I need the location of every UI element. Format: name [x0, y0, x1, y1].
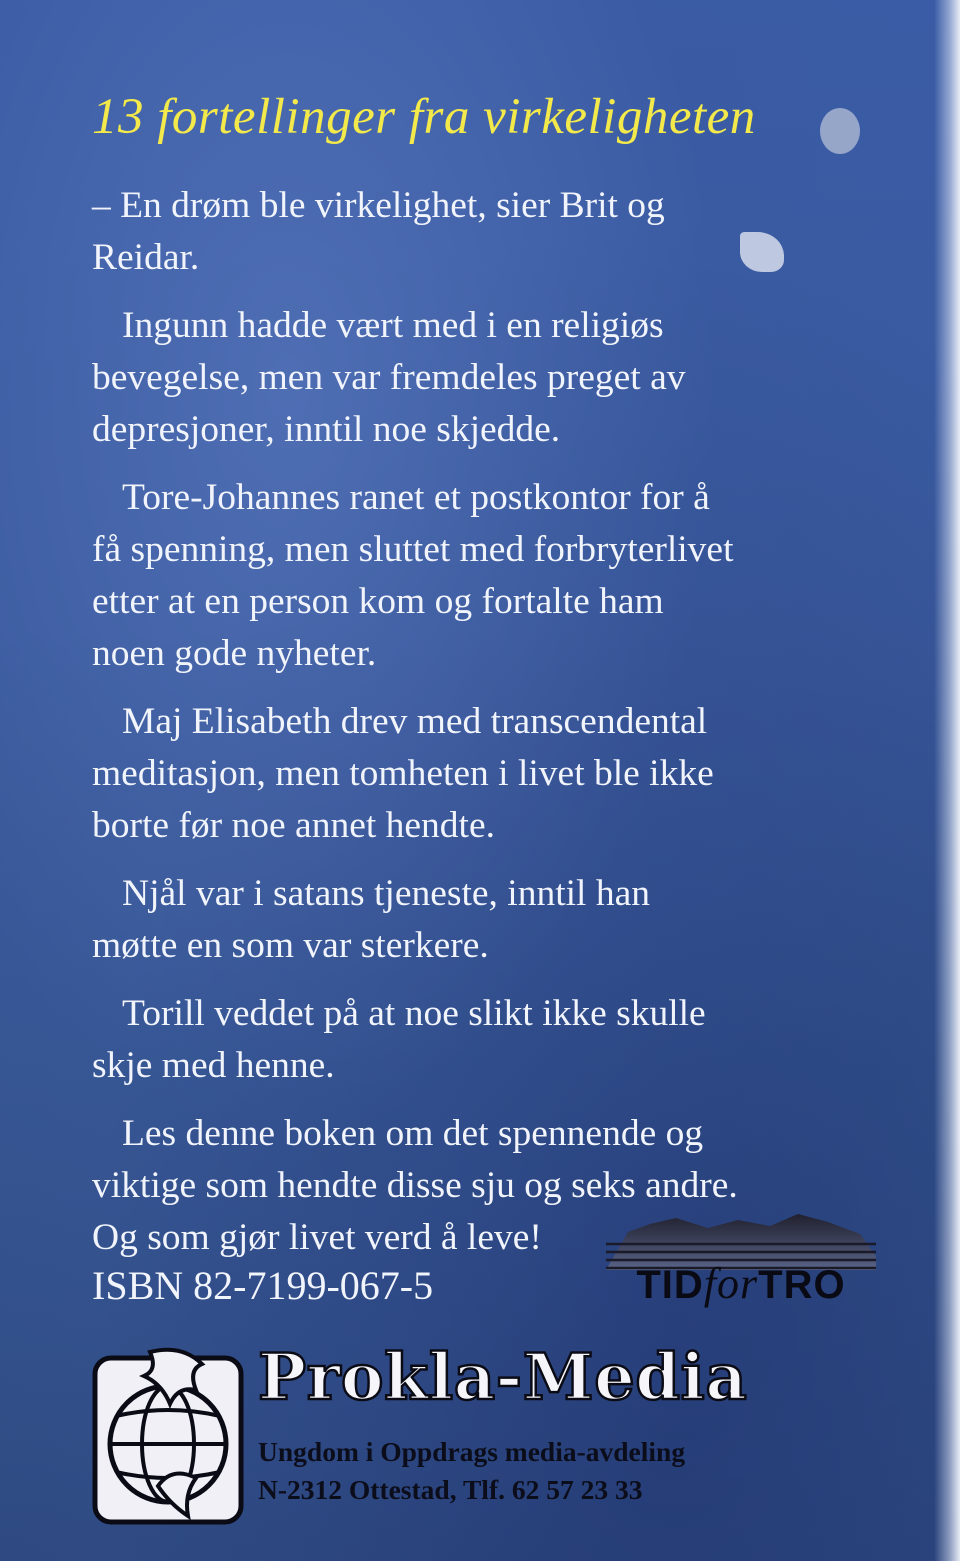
blurb-line: skje med henne.	[92, 1045, 335, 1086]
blurb-line: depresjoner, inntil noe skjedde.	[92, 409, 561, 450]
headline: 13 fortellinger fra virkeligheten	[92, 89, 756, 145]
blurb-paragraph-2	[92, 300, 912, 456]
series-logo-word: TID	[636, 1263, 704, 1307]
globe-dove-icon	[92, 1346, 244, 1526]
series-logo	[598, 1258, 884, 1309]
series-logo-word: TRO	[758, 1263, 846, 1307]
blurb-paragraph-3	[92, 472, 912, 680]
wear-spot	[820, 108, 860, 154]
blurb-line: Maj Elisabeth drev med transcendental	[122, 701, 708, 742]
blurb-line: noen gode nyheter.	[92, 633, 377, 674]
blurb-line: Torill veddet på at noe slikt ikke skulle	[122, 993, 706, 1034]
blurb-line: viktige som hendte disse sju og seks andre.	[92, 1165, 738, 1206]
publisher-name: Prokla-Media	[258, 1340, 748, 1415]
cover-edge	[934, 0, 960, 1561]
blurb-line: møtte en som var sterkere.	[92, 925, 489, 966]
blurb-line: Tore-Johannes ranet et postkontor for å	[122, 477, 710, 518]
publisher-address: N-2312 Ottestad, Tlf. 62 57 23 33	[258, 1474, 643, 1505]
blurb-paragraph-1	[92, 180, 912, 284]
series-logo-word: for	[703, 1259, 759, 1308]
blurb-line: borte før noe annet hendte.	[92, 805, 495, 846]
blurb-line: Og som gjør livet verd å leve!	[92, 1217, 542, 1258]
blurb-line: etter at en person kom og fortalte ham	[92, 581, 664, 622]
blurb-line: få spenning, men sluttet med forbryterlivet	[92, 529, 734, 570]
blurb-line: Les denne boken om det spennende og	[122, 1113, 704, 1154]
blurb-line: Njål var i satans tjeneste, inntil han	[122, 873, 650, 914]
blurb-line: – En drøm ble virkelighet, sier Brit og	[92, 185, 665, 226]
blurb-line: meditasjon, men tomheten i livet ble ikke	[92, 753, 714, 794]
blurb-line: Reidar.	[92, 237, 200, 278]
blurb-line: Ingunn hadde vært med i en religiøs	[122, 305, 664, 346]
blurb-paragraph-6	[92, 988, 912, 1092]
publisher-tagline: Ungdom i Oppdrags media-avdeling	[258, 1436, 686, 1467]
blurb-paragraph-5	[92, 868, 912, 972]
blurb	[92, 180, 912, 1280]
blurb-paragraph-4	[92, 696, 912, 852]
isbn: ISBN 82-7199-067-5	[92, 1263, 434, 1308]
blurb-line: bevegelse, men var fremdeles preget av	[92, 357, 686, 398]
